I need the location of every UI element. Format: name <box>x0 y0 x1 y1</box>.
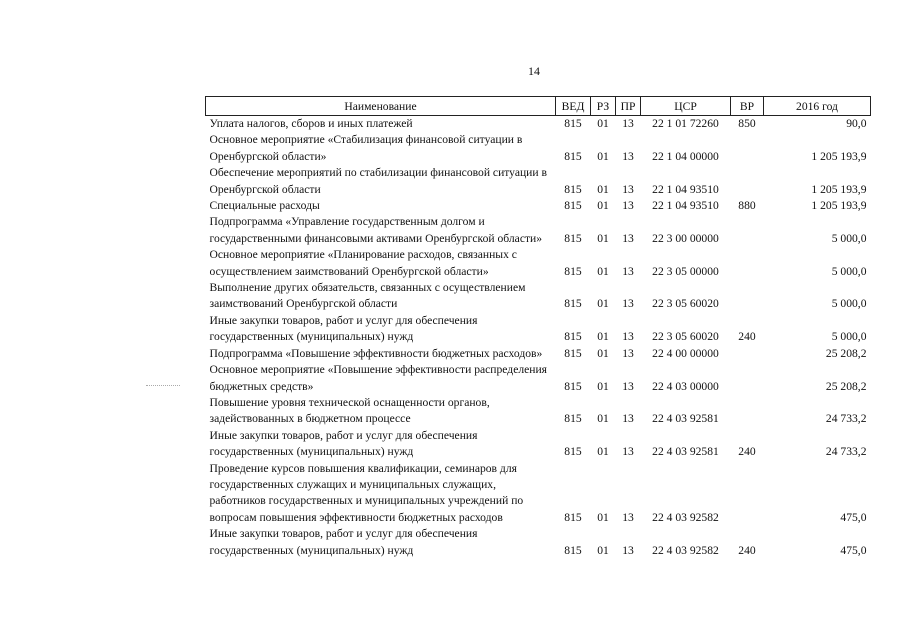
row-amount: 25 208,2 <box>825 346 867 360</box>
row-name: Обеспечение мероприятий по стабилизации финансовой ситуации в Оренбургской области <box>209 166 547 196</box>
row-ved: 815 <box>564 445 582 459</box>
row-amount: 24 733,2 <box>825 445 867 459</box>
row-pr: 13 <box>622 330 634 344</box>
row-csr: 22 4 00 00000 <box>652 346 719 360</box>
row-csr: 22 3 00 00000 <box>652 231 719 245</box>
row-ved: 815 <box>564 543 582 557</box>
row-name: Специальные расходы <box>209 199 320 213</box>
row-vr: 880 <box>738 199 756 213</box>
row-amount: 1 205 193,9 <box>811 149 867 163</box>
row-name: Иные закупки товаров, работ и услуг для обеспечения государственных (муниципальных) нужд <box>209 313 478 344</box>
row-name: Основное мероприятие «Стабилизация финансовой ситуации в Оренбургской области» <box>209 133 523 163</box>
row-name: Иные закупки товаров, работ и услуг для обеспечения государственных (муниципальных) нужд <box>209 527 478 557</box>
header-name: Наименование <box>206 97 556 116</box>
header-pr: ПР <box>616 97 641 116</box>
row-ved: 815 <box>564 297 582 311</box>
row-amount: 24 733,2 <box>825 412 867 426</box>
row-amount: 25 208,2 <box>825 379 867 393</box>
row-vr: 240 <box>738 330 756 344</box>
row-name: Повышение уровня технической оснащенности органов, задействованных в бюджетном процессе <box>209 395 490 426</box>
row-amount: 90,0 <box>846 117 867 130</box>
table-row <box>206 198 871 214</box>
row-name: Уплата налогов, сборов и иных платежей <box>209 117 413 130</box>
row-vr: 240 <box>738 543 756 557</box>
row-name: Подпрограмма «Управление государственным долгом и государственными финансовыми активами Оренбургской области» <box>209 215 543 245</box>
row-rz: 01 <box>597 445 609 459</box>
row-csr: 22 1 04 00000 <box>652 149 719 163</box>
row-pr: 13 <box>622 264 634 278</box>
table-body <box>206 116 871 559</box>
row-pr: 13 <box>622 346 634 360</box>
row-ved: 815 <box>564 510 582 524</box>
page-number: 14 <box>528 64 540 78</box>
row-amount: 1 205 193,9 <box>811 182 867 196</box>
row-rz: 01 <box>597 510 609 524</box>
row-name: Выполнение других обязательств, связанных с осуществлением заимствований Оренбургской области <box>209 281 526 311</box>
row-vr <box>731 214 764 247</box>
row-rz: 01 <box>597 149 609 163</box>
header-year: 2016 год <box>764 97 871 116</box>
row-amount: 5 000,0 <box>831 330 867 344</box>
row-pr: 13 <box>622 182 634 196</box>
row-pr: 13 <box>622 199 634 213</box>
row-vr <box>731 165 764 198</box>
table-row <box>206 461 871 527</box>
row-rz: 01 <box>597 182 609 196</box>
row-name: Подпрограмма «Повышение эффективности бюджетных расходов» <box>209 346 543 360</box>
table-row <box>206 165 871 198</box>
row-csr: 22 3 05 00000 <box>652 264 719 278</box>
table-row <box>206 526 871 559</box>
row-csr: 22 3 05 60020 <box>652 330 719 344</box>
row-ved: 815 <box>564 412 582 426</box>
row-csr: 22 4 03 92582 <box>652 543 719 557</box>
row-amount: 1 205 193,9 <box>811 199 867 213</box>
row-pr: 13 <box>622 445 634 459</box>
table-row <box>206 132 871 165</box>
row-rz: 01 <box>597 379 609 393</box>
row-ved: 815 <box>564 231 582 245</box>
row-ved: 815 <box>564 117 582 130</box>
table-row <box>206 395 871 428</box>
row-amount: 5 000,0 <box>831 297 867 311</box>
row-csr: 22 1 04 93510 <box>652 182 719 196</box>
row-name: Основное мероприятие «Планирование расходов, связанных с осуществлением заимствований Оренбургской области» <box>209 248 517 278</box>
row-vr <box>731 280 764 313</box>
row-rz: 01 <box>597 117 609 130</box>
row-vr <box>731 461 764 527</box>
row-pr: 13 <box>622 510 634 524</box>
table-row <box>206 428 871 461</box>
row-ved: 815 <box>564 346 582 360</box>
row-pr: 13 <box>622 412 634 426</box>
row-rz: 01 <box>597 264 609 278</box>
row-csr: 22 4 03 92582 <box>652 510 719 524</box>
row-vr <box>731 362 764 395</box>
row-name: Проведение курсов повышения квалификации, семинаров для государственных служащих и муниципальных служащих, работников государственных и муниципальных учреждений по вопросам повышения эффективности бюджетных расходов <box>209 461 524 524</box>
row-ved: 815 <box>564 264 582 278</box>
row-csr: 22 3 05 60020 <box>652 297 719 311</box>
row-pr: 13 <box>622 379 634 393</box>
row-rz: 01 <box>597 297 609 311</box>
row-vr: 850 <box>738 117 756 130</box>
budget-table <box>205 96 871 559</box>
row-rz: 01 <box>597 543 609 557</box>
table-row <box>206 247 871 280</box>
row-ved: 815 <box>564 149 582 163</box>
table-row <box>206 214 871 247</box>
row-amount: 475,0 <box>840 510 867 524</box>
row-rz: 01 <box>597 330 609 344</box>
row-amount: 475,0 <box>840 543 867 557</box>
row-pr: 13 <box>622 117 634 130</box>
row-rz: 01 <box>597 412 609 426</box>
row-pr: 13 <box>622 543 634 557</box>
row-csr: 22 4 03 92581 <box>652 445 719 459</box>
header-rz: РЗ <box>591 97 616 116</box>
row-ved: 815 <box>564 330 582 344</box>
header-csr: ЦСР <box>641 97 731 116</box>
row-ved: 815 <box>564 199 582 213</box>
row-vr <box>731 395 764 428</box>
table-row <box>206 280 871 313</box>
table-header-row <box>206 97 871 116</box>
row-csr: 22 4 03 00000 <box>652 379 719 393</box>
margin-mark <box>146 385 180 386</box>
row-name: Основное мероприятие «Повышение эффективности распределения бюджетных средств» <box>209 363 548 393</box>
row-ved: 815 <box>564 379 582 393</box>
row-rz: 01 <box>597 231 609 245</box>
row-amount: 5 000,0 <box>831 264 867 278</box>
row-pr: 13 <box>622 231 634 245</box>
row-csr: 22 4 03 92581 <box>652 412 719 426</box>
table-row <box>206 116 871 133</box>
row-pr: 13 <box>622 297 634 311</box>
header-vr: ВР <box>731 97 764 116</box>
row-rz: 01 <box>597 199 609 213</box>
row-csr: 22 1 01 72260 <box>652 117 719 130</box>
header-ved: ВЕД <box>556 97 591 116</box>
table-row <box>206 313 871 346</box>
row-amount: 5 000,0 <box>831 231 867 245</box>
row-vr <box>731 247 764 280</box>
row-name: Иные закупки товаров, работ и услуг для обеспечения государственных (муниципальных) нужд <box>209 428 478 459</box>
table-row <box>206 346 871 362</box>
row-ved: 815 <box>564 182 582 196</box>
row-vr <box>731 346 764 362</box>
row-pr: 13 <box>622 149 634 163</box>
row-rz: 01 <box>597 346 609 360</box>
row-csr: 22 1 04 93510 <box>652 199 719 213</box>
table-row <box>206 362 871 395</box>
row-vr: 240 <box>738 445 756 459</box>
row-vr <box>731 132 764 165</box>
